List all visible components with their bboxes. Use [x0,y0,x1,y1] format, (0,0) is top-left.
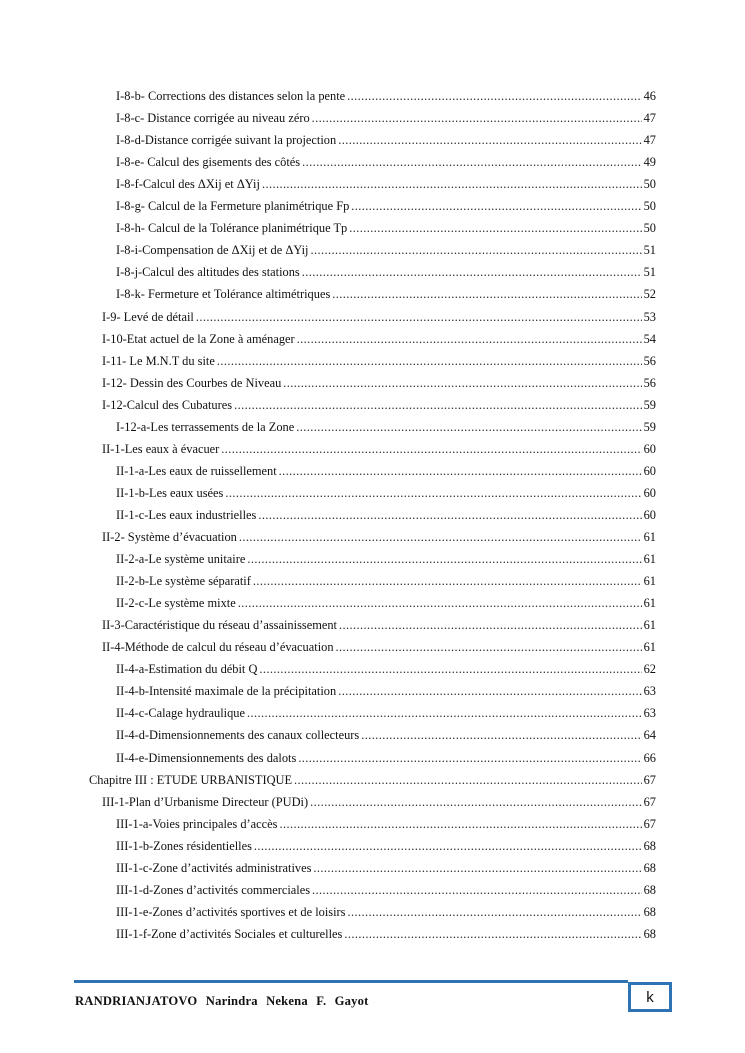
toc-leader-dots [225,483,641,503]
toc-entry-title: I-8-k- Fermeture et Tolérance altimétriques [116,287,331,302]
toc-entry-title: II-1-a-Les eaux de ruissellement [116,463,277,478]
toc-entry[interactable] [116,130,656,150]
toc-entry-page: 67 [643,794,656,809]
toc-entry-page: 64 [643,728,656,743]
toc-entry[interactable] [116,196,656,216]
toc-leader-dots [234,395,642,415]
toc-entry-page: 47 [643,111,656,126]
toc-entry[interactable] [116,262,656,282]
toc-entry-page: 53 [643,309,656,324]
toc-leader-dots [221,439,641,459]
toc-entry-title: I-8-i-Compensation de ΔXij et de ΔYij [116,243,309,258]
toc-entry-title: I-8-b- Corrections des distances selon la pente [116,89,346,103]
toc-entry[interactable] [116,505,656,525]
toc-entry-title: Chapitre III : ETUDE URBANISTIQUE [89,772,293,787]
toc-entry-page: 50 [643,177,656,192]
toc-entry[interactable] [116,284,656,304]
toc-entry-page: 63 [643,706,656,721]
toc-entry-page: 68 [643,904,656,919]
toc-leader-dots [258,505,641,525]
toc-entry[interactable] [116,108,656,128]
toc-entry-page: 56 [643,353,656,368]
toc-entry[interactable] [116,880,656,900]
toc-entry-page: 61 [643,618,656,633]
toc-entry[interactable] [116,461,656,481]
toc-entry[interactable] [116,836,656,856]
footer-rule [74,980,628,983]
toc-leader-dots [347,86,641,106]
toc-entry-page: 61 [643,640,656,655]
toc-entry-page: 67 [643,772,656,787]
toc-entry-title: III-1-Plan d’Urbanisme Directeur (PUDi) [102,794,309,809]
toc-leader-dots [196,307,642,327]
toc-leader-dots [344,924,641,944]
toc-entry[interactable] [116,417,656,437]
toc-entry-page: 68 [643,926,656,941]
toc-entry[interactable] [116,549,656,569]
toc-entry-title: I-12-Calcul des Cubatures [102,397,233,412]
toc-leader-dots [310,240,641,260]
toc-entry[interactable] [116,152,656,172]
toc-entry-title: II-1-b-Les eaux usées [116,485,224,500]
toc-entry-title: II-4-e-Dimensionnements des dalots [116,750,297,765]
toc-leader-dots [239,527,642,547]
toc-leader-dots [247,549,641,569]
toc-leader-dots [312,880,642,900]
toc-entry-page: 68 [643,882,656,897]
toc-entry-title: III-1-b-Zones résidentielles [116,838,252,853]
toc-entry[interactable] [116,703,656,723]
toc-entry-title: I-8-c- Distance corrigée au niveau zéro [116,111,310,126]
toc-entry[interactable] [102,351,656,371]
toc-entry[interactable] [116,571,656,591]
toc-leader-dots [338,130,641,150]
toc-leader-dots [217,351,642,371]
toc-entry-title: II-4-a-Estimation du débit Q [116,662,258,677]
toc-leader-dots [351,196,641,216]
toc-entry-page: 60 [643,463,656,478]
toc-entry[interactable] [102,439,656,459]
toc-entry-title: II-1-Les eaux à évacuer [102,441,220,456]
toc-entry[interactable] [116,858,656,878]
toc-entry-page: 61 [643,530,656,544]
toc-entry-page: 61 [643,574,656,589]
toc-leader-dots [332,284,641,304]
toc-entry-title: II-1-c-Les eaux industrielles [116,507,257,522]
toc-entry-page: 54 [643,331,656,346]
toc-entry-title: I-8-h- Calcul de la Tolérance planimétrique Tp [116,221,348,236]
toc-entry[interactable] [116,748,656,768]
toc-entry[interactable] [89,770,656,790]
toc-entry-title: II-2- Système d’évacuation [102,530,237,544]
toc-entry-title: III-1-a-Voies principales d’accès [116,816,278,831]
page-number: k [646,988,654,1006]
toc-entry[interactable] [116,681,656,701]
toc-entry-page: 67 [643,816,656,831]
toc-entry-title: II-4-d-Dimensionnements des canaux collecteurs [116,728,360,743]
toc-entry-title: II-3-Caractéristique du réseau d’assainissement [102,618,337,633]
toc-entry-title: I-10-Etat actuel de la Zone à aménager [102,331,295,346]
toc-leader-dots [313,858,641,878]
toc-entry-title: II-2-c-Le système mixte [116,596,236,611]
toc-leader-dots [312,108,642,128]
toc-entry-title: I-8-g- Calcul de la Fermeture planimétrique Fp [116,199,350,214]
toc-entry-page: 56 [643,375,656,390]
toc-entry[interactable] [116,218,656,238]
toc-entry-page: 66 [643,750,656,765]
toc-entry-title: III-1-c-Zone d’activités administratives [116,860,312,875]
toc-entry-title: I-11- Le M.N.T du site [102,353,215,368]
toc-leader-dots [348,902,642,922]
toc-entry-title: III-1-f-Zone d’activités Sociales et culturelles [116,926,343,941]
toc-entry-title: II-4-c-Calage hydraulique [116,706,246,721]
toc-leader-dots [336,637,642,657]
toc-entry[interactable] [102,329,656,349]
toc-entry-page: 49 [643,155,656,170]
toc-leader-dots [262,174,642,194]
toc-entry-title: I-8-d-Distance corrigée suivant la projection [116,133,337,148]
toc-entry[interactable] [116,86,656,106]
toc-leader-dots [302,152,642,172]
toc-entry-page: 60 [643,485,656,500]
toc-entry[interactable] [116,593,656,613]
toc-entry-page: 61 [643,552,656,567]
toc-entry-page: 47 [643,133,656,148]
toc-leader-dots [339,615,642,635]
toc-entry-title: I-12- Dessin des Courbes de Niveau [102,375,282,390]
toc-leader-dots [297,329,642,349]
toc-leader-dots [298,748,641,768]
toc-leader-dots [254,836,642,856]
toc-entry-title: III-1-e-Zones d’activités sportives et de loisirs [116,904,346,919]
toc-entry-title: III-1-d-Zones d’activités commerciales [116,882,311,897]
toc-entry[interactable] [116,814,656,834]
toc-entry[interactable] [116,240,656,260]
toc-entry[interactable] [102,307,656,327]
toc-leader-dots [294,770,642,790]
toc-entry-page: 52 [643,287,656,302]
toc-entry[interactable] [102,527,656,547]
toc-entry-title: I-12-a-Les terrassements de la Zone [116,419,295,434]
toc-entry[interactable] [102,792,656,812]
toc-entry[interactable] [102,373,656,393]
toc-entry-page: 46 [643,89,656,103]
toc-entry-title: I-9- Levé de détail [102,309,194,324]
toc-entry[interactable] [102,637,656,657]
toc-entry[interactable] [116,659,656,679]
toc-entry[interactable] [102,615,656,635]
toc-leader-dots [259,659,641,679]
toc-leader-dots [349,218,641,238]
toc-entry-title: I-8-e- Calcul des gisements des côtés [116,155,301,170]
toc-leader-dots [279,814,641,834]
toc-leader-dots [338,681,641,701]
toc-entry-title: I-8-j-Calcul des altitudes des stations [116,265,300,280]
toc-entry[interactable] [116,174,656,194]
toc-entry-title: I-8-f-Calcul des ΔXij et ΔYij [116,177,260,192]
toc-entry-page: 50 [643,221,656,236]
toc-entry-page: 59 [643,397,656,412]
toc-entry-page: 63 [643,684,656,699]
toc-entry-page: 51 [643,265,656,280]
toc-entry-title: II-2-b-Le système séparatif [116,574,251,589]
toc-leader-dots [310,792,642,812]
toc-entry[interactable] [116,902,656,922]
toc-entry[interactable] [102,395,656,415]
toc-leader-dots [361,725,641,745]
toc-entry-title: II-4-b-Intensité maximale de la précipitation [116,684,337,699]
toc-entry-page: 62 [643,662,656,677]
toc-entry-page: 59 [643,419,656,434]
toc-entry-page: 60 [643,441,656,456]
toc-entry-page: 68 [643,838,656,853]
toc-leader-dots [283,373,641,393]
toc-entry-page: 68 [643,860,656,875]
toc-leader-dots [247,703,642,723]
toc-leader-dots [238,593,642,613]
toc-entry-page: 60 [643,507,656,522]
toc-entry-title: II-2-a-Le système unitaire [116,552,246,567]
toc-entry-page: 51 [643,243,656,258]
toc-leader-dots [296,417,641,437]
toc-entry[interactable] [116,924,656,944]
page-number-box [628,982,672,1012]
toc-entry-page: 61 [643,596,656,611]
toc-entry[interactable] [116,483,656,503]
footer-author: RANDRIANJATOVO Narindra Nekena F. Gayot [75,994,369,1008]
toc-leader-dots [253,571,642,591]
toc-entry-page: 50 [643,199,656,214]
toc-entry-title: II-4-Méthode de calcul du réseau d’évacuation [102,640,334,655]
toc-entry[interactable] [116,725,656,745]
toc-leader-dots [279,461,642,481]
toc-leader-dots [302,262,642,282]
